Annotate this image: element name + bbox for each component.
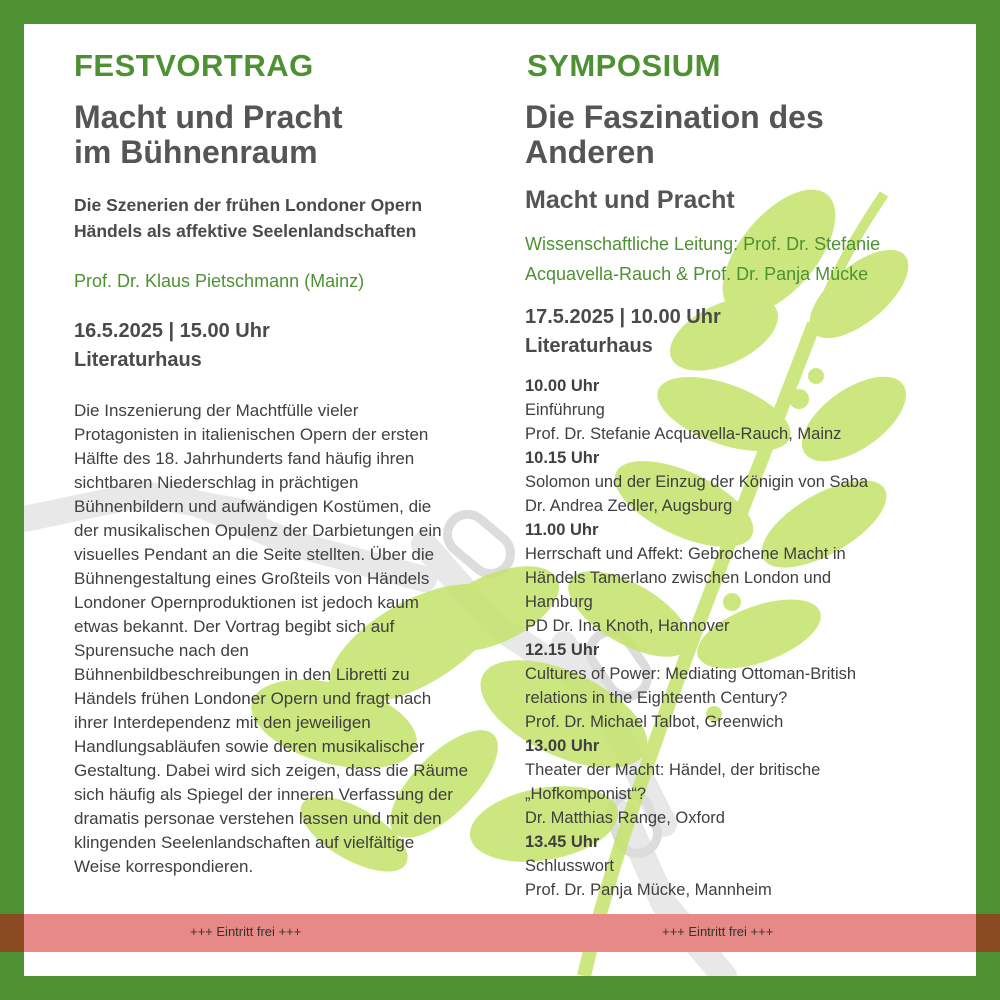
admission-band-edge-right — [976, 914, 1000, 952]
program-time: 10.15 Uhr — [525, 449, 600, 467]
program-line: Prof. Dr. Stefanie Acquavella-Rauch, Mainz — [525, 425, 842, 443]
program-line: Cultures of Power: Mediating Ottoman-British — [525, 665, 857, 683]
program-time: 13.00 Uhr — [525, 737, 600, 755]
lecture-venue: Literaturhaus — [74, 349, 202, 371]
description-line: der musikalischen Opulenz der Darbietungen ein — [74, 521, 442, 540]
page-content-area — [24, 24, 976, 976]
symposium-venue: Literaturhaus — [525, 335, 653, 357]
description-line: Londoner Opernproduktionen ist jedoch kaum — [74, 593, 419, 612]
description-line: Bühnenbildbeschreibungen in den Libretti zu — [74, 665, 410, 684]
description-line: Protagonisten in italienischen Opern der ersten — [74, 425, 429, 444]
program-line: Herrschaft und Affekt: Gebrochene Macht in — [525, 545, 846, 563]
free-entry-notice-right: +++ Eintritt frei +++ — [662, 924, 774, 939]
program-time: 10.00 Uhr — [525, 377, 600, 395]
program-entry — [525, 374, 868, 446]
program-entry — [525, 446, 868, 518]
admission-band — [0, 914, 1000, 952]
lecture-date-time: 16.5.2025 | 15.00 Uhr — [74, 320, 270, 342]
symposium-date-time: 17.5.2025 | 10.00 Uhr — [525, 306, 721, 328]
program-entry — [525, 518, 868, 638]
program-line: relations in the Eighteenth Century? — [525, 689, 788, 707]
description-line: sichtbaren Niederschlag in prächtigen — [74, 473, 359, 492]
description-line: Handlungsabläufen sowie deren musikalischer — [74, 737, 425, 756]
description-line: dramatis personae verstehen lassen und mit den — [74, 809, 442, 828]
description-line: Bühnenbildern und aufwändigen Kostümen, die — [74, 497, 432, 516]
lecture-speaker: Prof. Dr. Klaus Pietschmann (Mainz) — [74, 271, 365, 291]
program-line: Theater der Macht: Händel, der britische — [525, 761, 821, 779]
admission-band-edge-left — [0, 914, 24, 952]
program-line: Schlusswort — [525, 857, 614, 875]
symposium-title-line: Die Faszination des — [525, 99, 824, 135]
program-line: Solomon und der Einzug der Königin von Saba — [525, 473, 869, 491]
description-line: Weise korrespondieren. — [74, 857, 254, 876]
program-entry — [525, 638, 868, 734]
lecture-title-line: Macht und Pracht — [74, 99, 343, 135]
program-line: Einführung — [525, 401, 605, 419]
program-line: Hamburg — [525, 593, 593, 611]
description-line: Bühnengestaltung eines Großteils von Händels — [74, 569, 430, 588]
scientific-direction-line: Wissenschaftliche Leitung: Prof. Dr. Stefanie — [525, 234, 881, 254]
program-line: Dr. Andrea Zedler, Augsburg — [525, 497, 733, 515]
section-label-symposium: SYMPOSIUM — [527, 48, 721, 83]
description-line: etwas bekannt. Der Vortrag begibt sich auf — [74, 617, 395, 636]
program-line: „Hofkomponist“? — [525, 785, 647, 803]
program-line: Prof. Dr. Michael Talbot, Greenwich — [525, 713, 784, 731]
scientific-direction — [525, 229, 880, 289]
program-line: PD Dr. Ina Knoth, Hannover — [525, 617, 730, 635]
program-time: 11.00 Uhr — [525, 521, 599, 539]
lecture-title — [74, 100, 342, 170]
description-line: Hälfte des 18. Jahrhunderts fand häufig ihren — [74, 449, 415, 468]
description-line: Spurensuche nach den — [74, 641, 249, 660]
program-entry — [525, 734, 868, 830]
symposium-title-line: Anderen — [525, 134, 655, 170]
program-line: Dr. Matthias Range, Oxford — [525, 809, 725, 827]
description-line: visuelles Pendant an die Seite stellten. Über die — [74, 545, 435, 564]
lecture-title-line: im Bühnenraum — [74, 134, 318, 170]
description-line: sich häufig als Spiegel der inneren Verfassung der — [74, 785, 453, 804]
description-line: Gestaltung. Dabei wird sich zeigen, dass die Räume — [74, 761, 469, 780]
free-entry-notice-left: +++ Eintritt frei +++ — [190, 924, 302, 939]
lecture-subtitle-line: Die Szenerien der frühen Londoner Opern — [74, 195, 423, 215]
section-label-festvortrag: FESTVORTRAG — [74, 48, 314, 83]
description-line: Die Inszenierung der Machtfülle vieler — [74, 401, 359, 420]
symposium-program — [525, 374, 868, 902]
description-line: klingenden Seelenlandschaften auf vielfältige — [74, 833, 415, 852]
description-line: ihrer Interdependenz mit den jeweiligen — [74, 713, 371, 732]
program-entry — [525, 830, 868, 902]
lecture-subtitle — [74, 192, 422, 244]
program-time: 13.45 Uhr — [525, 833, 600, 851]
program-line: Prof. Dr. Panja Mücke, Mannheim — [525, 881, 772, 899]
program-time: 12.15 Uhr — [525, 641, 600, 659]
lecture-subtitle-line: Händels als affektive Seelenlandschaften — [74, 221, 417, 241]
symposium-subtitle: Macht und Pracht — [525, 186, 735, 214]
program-line: Händels Tamerlano zwischen London und — [525, 569, 832, 587]
symposium-title — [525, 100, 824, 170]
description-line: Händels frühen Londoner Opern und fragt nach — [74, 689, 432, 708]
lecture-description — [74, 399, 468, 879]
scientific-direction-line: Acquavella-Rauch & Prof. Dr. Panja Mücke — [525, 264, 869, 284]
